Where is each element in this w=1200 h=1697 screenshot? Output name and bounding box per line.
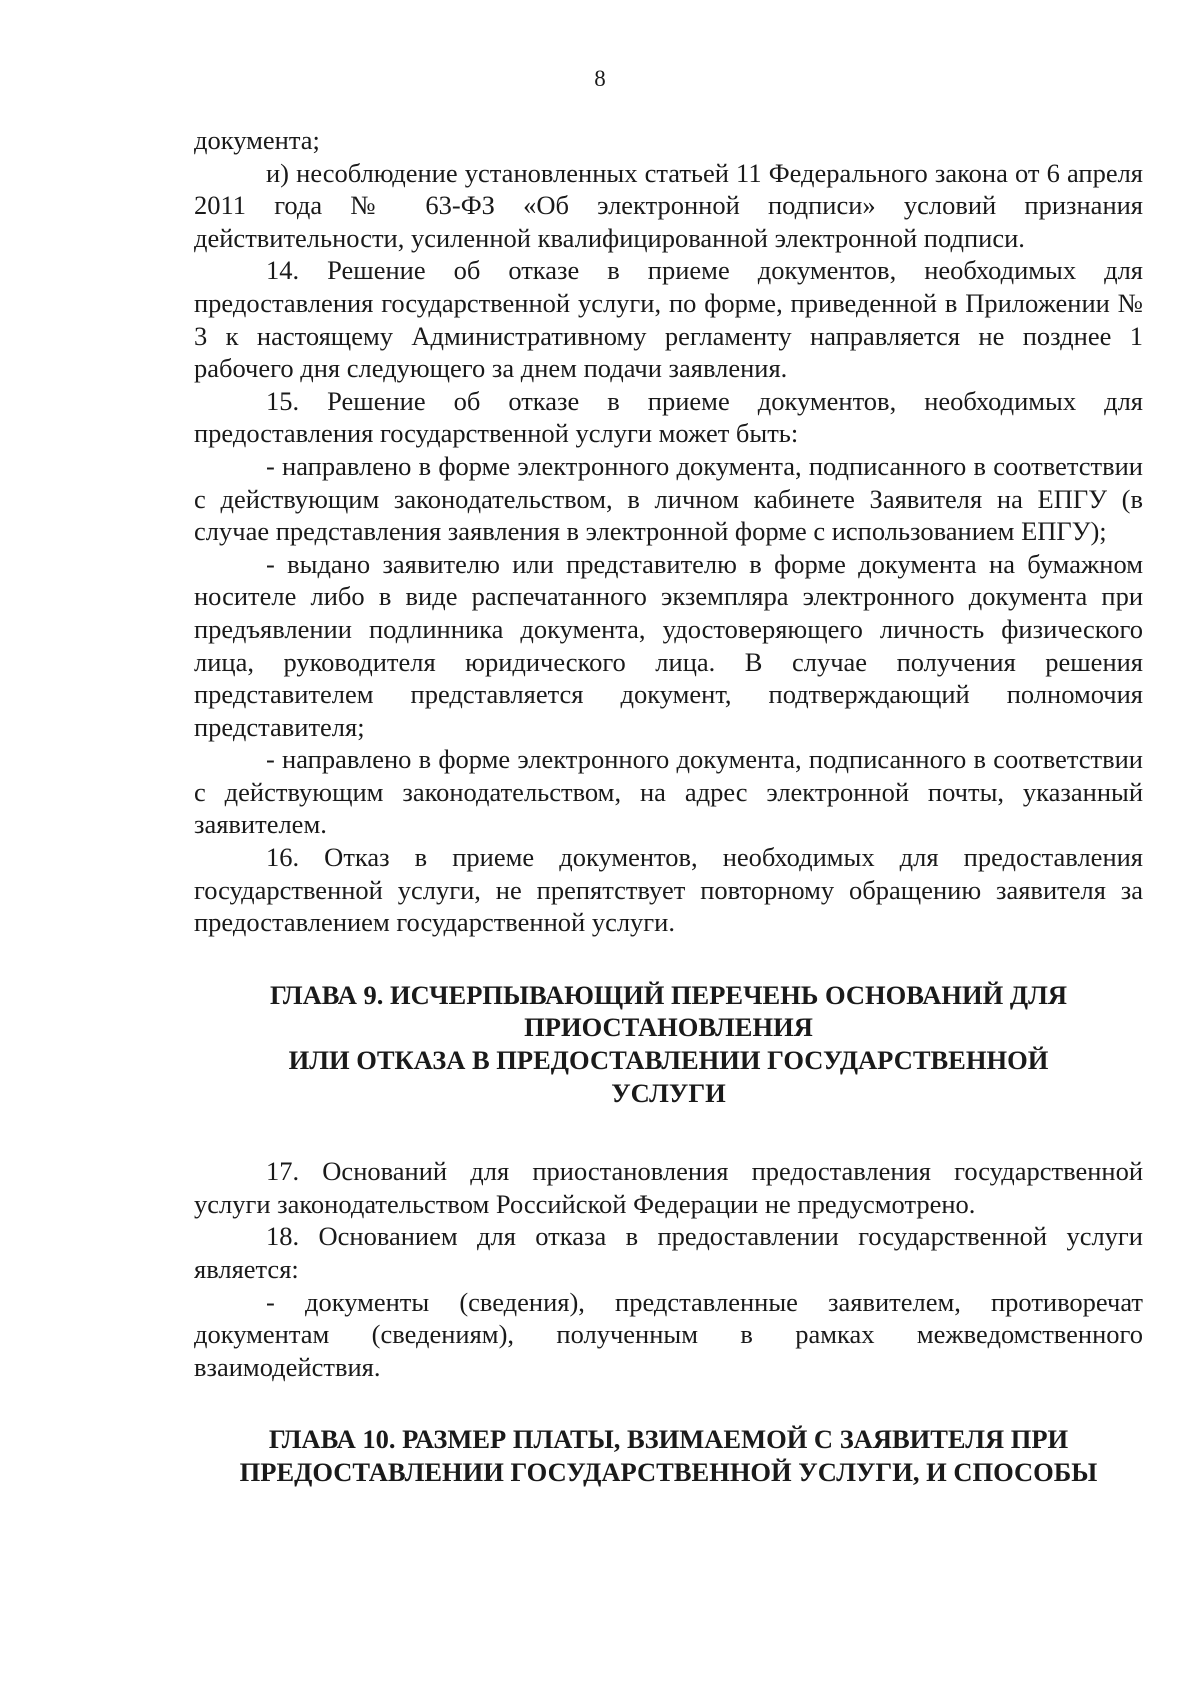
list-item: - выдано заявителю или представителю в форме документа на бумажном носителе либо в виде распечатанного экземпляра электронного документа при предъявлении подлинника документа, удостоверяющего личность физического лица, руководителя юридического лица. В случае получения решения представителем представляется документ, подтверждающий полномочия представителя; bbox=[194, 548, 1143, 742]
list-item: - документы (сведения), представленные заявителем, противоречат документам (сведениям), полученным в рамках межведомственного взаимодействия. bbox=[194, 1286, 1143, 1382]
page-number: 8 bbox=[594, 66, 606, 91]
heading-line: ПРИОСТАНОВЛЕНИЯ bbox=[524, 1012, 813, 1043]
paragraph: 17. Оснований для приостановления предоставления государственной услуги законодательством Российской Федерации не предусмотрено. bbox=[194, 1156, 1143, 1219]
heading-line: ГЛАВА 10. РАЗМЕР ПЛАТЫ, ВЗИМАЕМОЙ С ЗАЯВИТЕЛЯ ПРИ bbox=[268, 1424, 1069, 1455]
heading-line: ИЛИ ОТКАЗА В ПРЕДОСТАВЛЕНИИ ГОСУДАРСТВЕННОЙ bbox=[288, 1045, 1049, 1076]
chapter-10-heading bbox=[194, 1423, 1143, 1488]
paragraph: 14. Решение об отказе в приеме документов, необходимых для предоставления государственной услуги, по форме, приведенной в Приложении № 3 к настоящему Административному регламенту направляется не позднее 1 рабочего дня следующего за днем подачи заявления. bbox=[194, 255, 1143, 384]
heading-line: ПРЕДОСТАВЛЕНИИ ГОСУДАРСТВЕННОЙ УСЛУГИ, И СПОСОБЫ bbox=[239, 1456, 1098, 1487]
paragraph: и) несоблюдение установленных статьей 11 Федерального закона от 6 апреля 2011 года № 63-ФЗ «Об электронной подписи» условий признания действительности, усиленной квалифицированной электронной подписи. bbox=[194, 157, 1143, 253]
paragraph: 15. Решение об отказе в приеме документов, необходимых для предоставления государственной услуги может быть: bbox=[194, 385, 1143, 449]
chapter-9-heading bbox=[194, 979, 1143, 1109]
list-item: - направлено в форме электронного документа, подписанного в соответствии с действующим законодательством, в личном кабинете Заявителя на ЕПГУ (в случае представления заявления в электронной форме с использованием ЕПГУ); bbox=[194, 450, 1143, 547]
heading-line: УСЛУГИ bbox=[611, 1077, 726, 1108]
heading-line: ГЛАВА 9. ИСЧЕРПЫВАЮЩИЙ ПЕРЕЧЕНЬ ОСНОВАНИЙ ДЛЯ bbox=[269, 979, 1068, 1010]
paragraph: документа; bbox=[194, 125, 320, 155]
document-body bbox=[194, 124, 1143, 1489]
paragraph: 16. Отказ в приеме документов, необходимых для предоставления государственной услуги, не препятствует повторному обращению заявителя за предоставлением государственной услуги. bbox=[194, 842, 1143, 938]
paragraph: 18. Основанием для отказа в предоставлении государственной услуги является: bbox=[194, 1221, 1143, 1284]
list-item: - направлено в форме электронного документа, подписанного в соответствии с действующим законодательством, на адрес электронной почты, указанный заявителем. bbox=[194, 744, 1143, 840]
